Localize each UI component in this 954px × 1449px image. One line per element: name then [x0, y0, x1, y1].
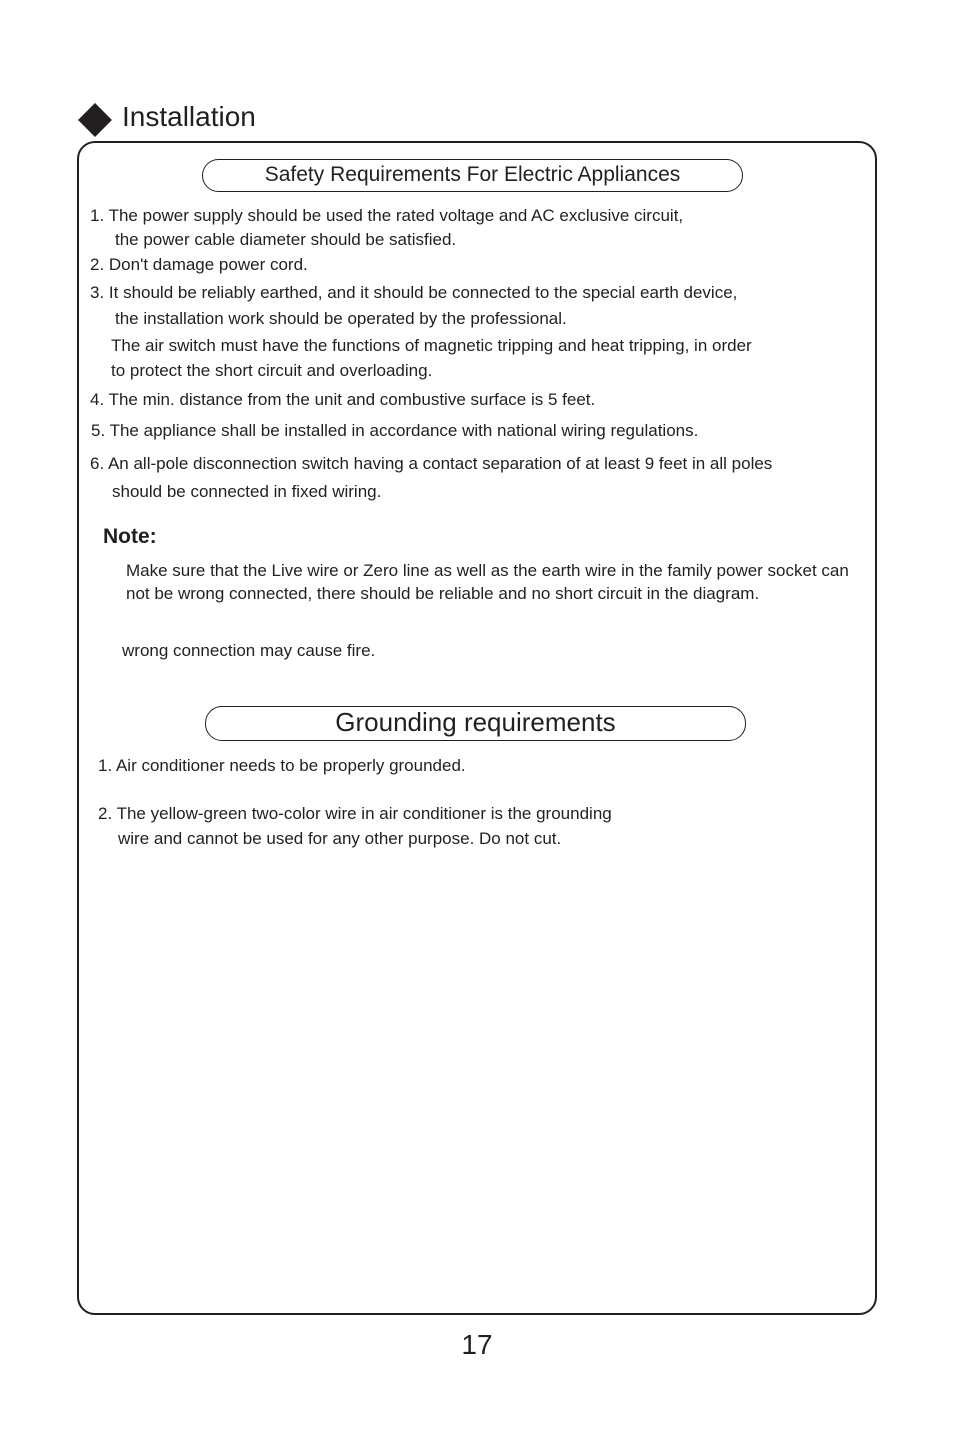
safety-item-1-line-1: 1. The power supply should be used the rated voltage and AC exclusive circuit,	[90, 206, 684, 225]
safety-item-3-line-4: to protect the short circuit and overloading.	[111, 361, 433, 380]
safety-heading: Safety Requirements For Electric Appliances	[202, 159, 743, 192]
safety-item-3-line-1: 3. It should be reliably earthed, and it should be connected to the special earth device,	[90, 283, 738, 302]
safety-item-4: 4. The min. distance from the unit and combustive surface is 5 feet.	[90, 390, 596, 409]
section-title: Installation	[122, 101, 256, 132]
grounding-item-1: 1. Air conditioner needs to be properly grounded.	[98, 756, 466, 775]
diamond-bullet-icon	[78, 103, 112, 137]
safety-item-3-line-2: the installation work should be operated by the professional.	[115, 309, 567, 328]
safety-item-6-line-2: should be connected in fixed wiring.	[112, 482, 382, 501]
safety-item-3-line-3: The air switch must have the functions of magnetic tripping and heat tripping, in order	[111, 336, 752, 355]
safety-item-1-line-2: the power cable diameter should be satisfied.	[115, 230, 457, 249]
note-warning: wrong connection may cause fire.	[122, 641, 376, 660]
safety-item-6-line-1: 6. An all-pole disconnection switch having a contact separation of at least 9 feet in all poles	[90, 454, 773, 473]
grounding-item-2-line-2: wire and cannot be used for any other purpose. Do not cut.	[118, 829, 562, 848]
safety-item-5: 5. The appliance shall be installed in accordance with national wiring regulations.	[91, 421, 699, 440]
note-body: Make sure that the Live wire or Zero line as well as the earth wire in the family power socket can not be wrong connected, there should be reliable and no short circuit in the diagram.	[126, 561, 849, 603]
safety-item-2: 2. Don't damage power cord.	[90, 255, 308, 274]
note-label: Note:	[103, 525, 157, 548]
grounding-item-2-line-1: 2. The yellow-green two-color wire in air conditioner is the grounding	[98, 804, 612, 823]
grounding-heading: Grounding requirements	[205, 706, 746, 741]
page-number: 17	[461, 1329, 493, 1360]
